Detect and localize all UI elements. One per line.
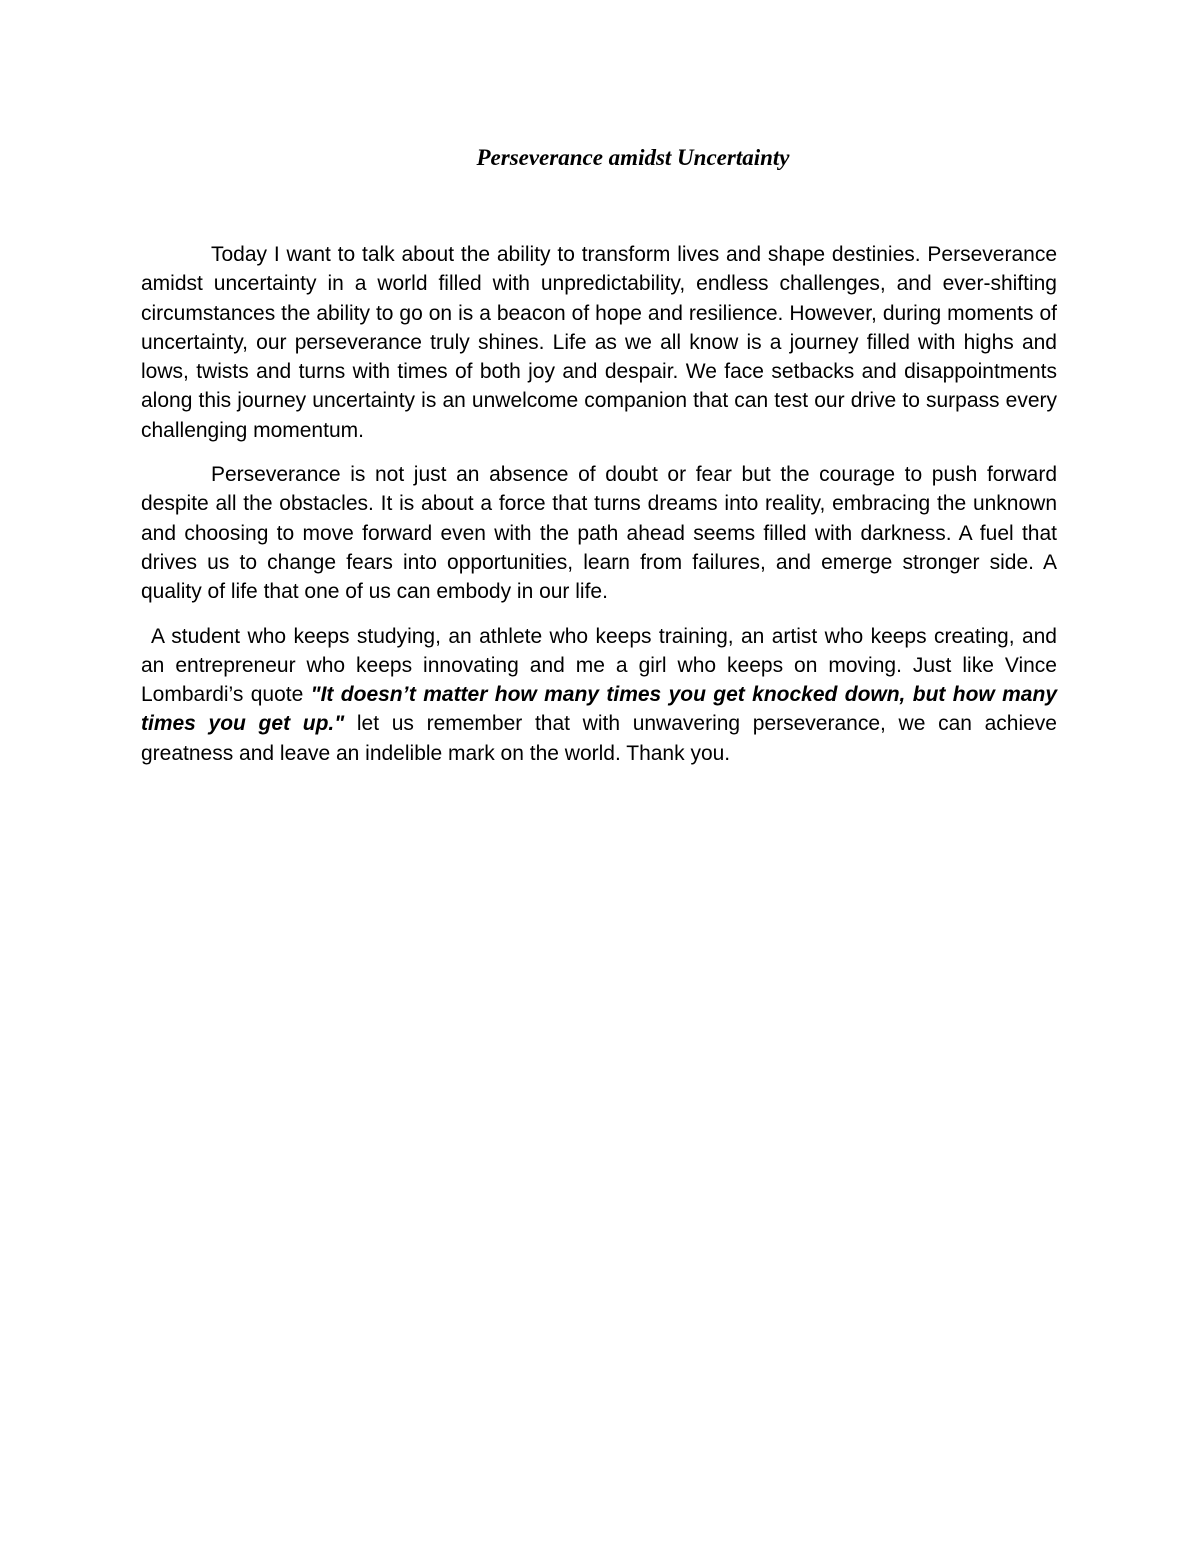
paragraph-3-closing: let us remember that with unwavering perseverance, we can achieve greatness and leave an indelible mark on the world. Thank you.	[141, 712, 1057, 765]
document-body	[141, 240, 1057, 783]
document-title: Perseverance amidst Uncertainty	[476, 145, 790, 170]
paragraph-3	[141, 622, 1057, 768]
lombardi-quote: "It doesn’t matter how many times you get knocked down, but how many times you get up."	[141, 683, 1057, 736]
paragraph-3-intro: A student who keeps studying, an athlete who keeps training, an artist who keeps creating, and an entrepreneur who keeps innovating and me a girl who keeps on moving. Just like Vince Lombardi’s quote	[141, 624, 1057, 707]
paragraph-1: Today I want to talk about the ability to transform lives and shape destinies. Perseverance amidst uncertainty in a world filled with unpredictability, endless challenges, and ever-shifting circumstances the ability to go on is a beacon of hope and resilience. However, during moments of uncertainty, our perseverance truly shines. Life as we all know is a journey filled with highs and lows, twists and turns with times of both joy and despair. We face setbacks and disappointments along this journey uncertainty is an unwelcome companion that can test our drive to surpass every challenging momentum.	[141, 243, 1057, 442]
paragraph-2: Perseverance is not just an absence of doubt or fear but the courage to push forward despite all the obstacles. It is about a force that turns dreams into reality, embracing the unknown and choosing to move forward even with the path ahead seems filled with darkness. A fuel that drives us to change fears into opportunities, learn from failures, and emerge stronger side. A quality of life that one of us can embody in our life.	[141, 463, 1057, 604]
